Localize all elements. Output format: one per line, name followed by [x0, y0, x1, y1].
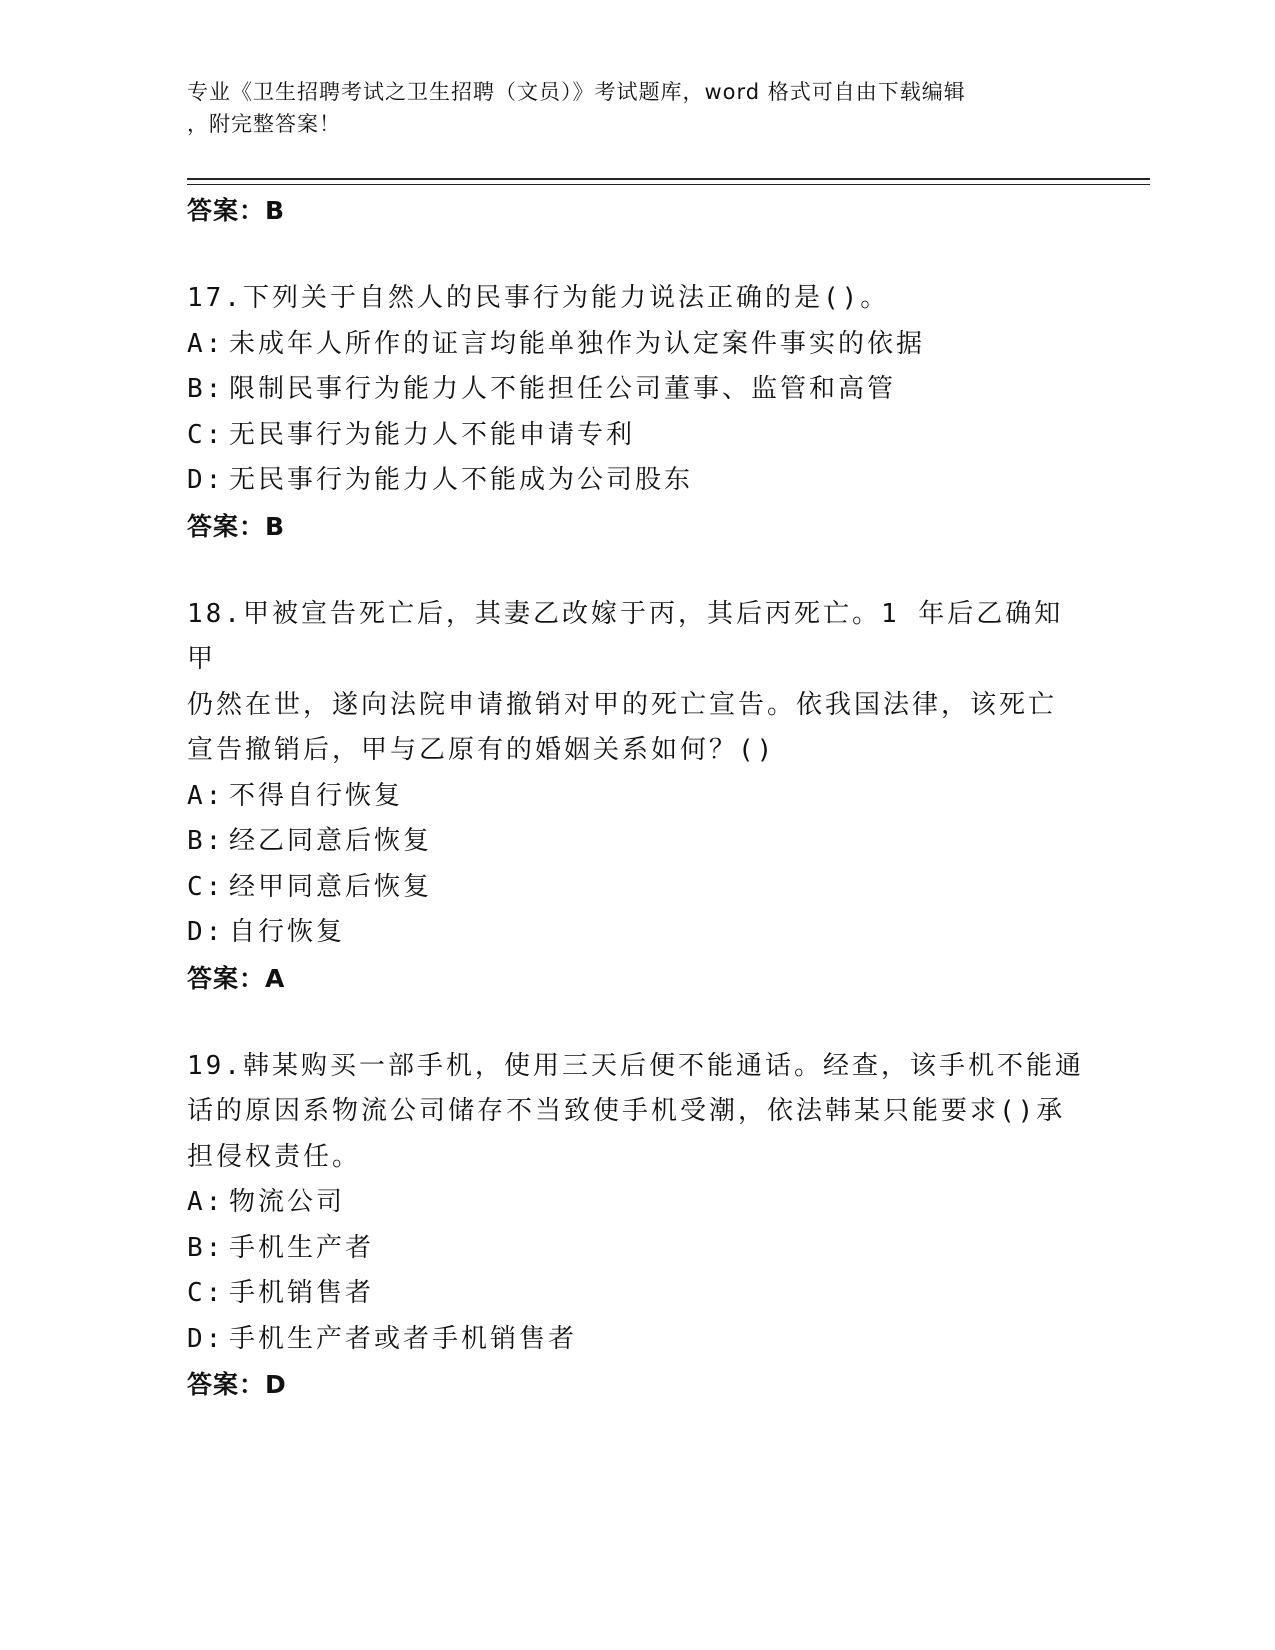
option-b: [187, 1226, 1087, 1272]
option-a: [187, 774, 1087, 820]
option-d: [187, 1317, 1087, 1363]
option-c: [187, 865, 1087, 911]
question-19: [187, 1044, 1087, 1409]
option-text: 无民事行为能力人不能申请专利: [229, 419, 636, 450]
option-letter: A:: [187, 328, 225, 359]
document-header: [187, 76, 1067, 140]
header-rule-thin: [187, 184, 1150, 185]
option-text: 手机生产者或者手机销售者: [229, 1323, 578, 1354]
option-text: 限制民事行为能力人不能担任公司董事、监管和高管: [229, 374, 897, 404]
option-c: [187, 413, 1087, 459]
option-letter: C:: [187, 871, 225, 902]
option-text: 未成年人所作的证言均能单独作为认定案件事实的依据: [229, 328, 926, 359]
question-text-line: 宣告撤销后，甲与乙原有的婚姻关系如何？(): [187, 735, 776, 765]
option-b: [187, 367, 1087, 413]
option-letter: C:: [187, 1278, 225, 1308]
question-17: [187, 276, 1087, 550]
option-text: 经乙同意后恢复: [229, 826, 433, 856]
question-text-line: 18.甲被宣告死亡后，其妻乙改嫁于丙，其后丙死亡。1 年后乙确知甲: [187, 598, 1064, 674]
option-letter: B:: [187, 826, 225, 856]
question-text-line: 19.韩某购买一部手机，使用三天后便不能通话。经查，该手机不能通: [187, 1050, 1084, 1081]
option-d: [187, 458, 1087, 504]
option-d: [187, 910, 1087, 956]
option-text: 经甲同意后恢复: [229, 871, 433, 902]
option-letter: B:: [187, 374, 225, 404]
option-text: 物流公司: [229, 1187, 346, 1217]
option-text: 自行恢复: [229, 917, 346, 947]
answer-line: 答案：D: [187, 1370, 287, 1399]
option-text: 手机销售者: [229, 1278, 375, 1308]
option-text: 不得自行恢复: [229, 780, 404, 811]
header-rule-thick: [187, 178, 1150, 180]
option-text: 无民事行为能力人不能成为公司股东: [229, 465, 694, 495]
header-line-2: ，附完整答案！: [187, 112, 341, 136]
option-letter: D:: [187, 465, 225, 495]
question-list: [187, 188, 1087, 1408]
option-letter: C:: [187, 419, 225, 450]
header-line-1: 专业《卫生招聘考试之卫生招聘（文员）》考试题库，word 格式可自由下载编辑: [187, 80, 966, 104]
question-text-line: 仍然在世，遂向法院申请撤销对甲的死亡宣告。依我国法律，该死亡: [187, 689, 1058, 720]
option-a: [187, 1180, 1087, 1226]
question-text-line: 担侵权责任。: [187, 1141, 362, 1172]
question-text: 17.下列关于自然人的民事行为能力说法正确的是()。: [187, 283, 890, 313]
answer-line: 答案：A: [187, 963, 286, 993]
option-letter: D:: [187, 1323, 225, 1354]
option-letter: D:: [187, 917, 225, 947]
question-text-line: 话的原因系物流公司储存不当致使手机受潮，依法韩某只能要求()承: [187, 1096, 1066, 1126]
option-letter: A:: [187, 1187, 225, 1217]
option-letter: A:: [187, 780, 225, 811]
option-c: [187, 1271, 1087, 1317]
option-letter: B:: [187, 1232, 225, 1263]
answer-line: 答案：B: [187, 511, 286, 541]
question-18: [187, 592, 1087, 1002]
answer-line: 答案：B: [187, 196, 286, 225]
option-a: [187, 322, 1087, 368]
option-b: [187, 819, 1087, 865]
option-text: 手机生产者: [229, 1232, 375, 1263]
